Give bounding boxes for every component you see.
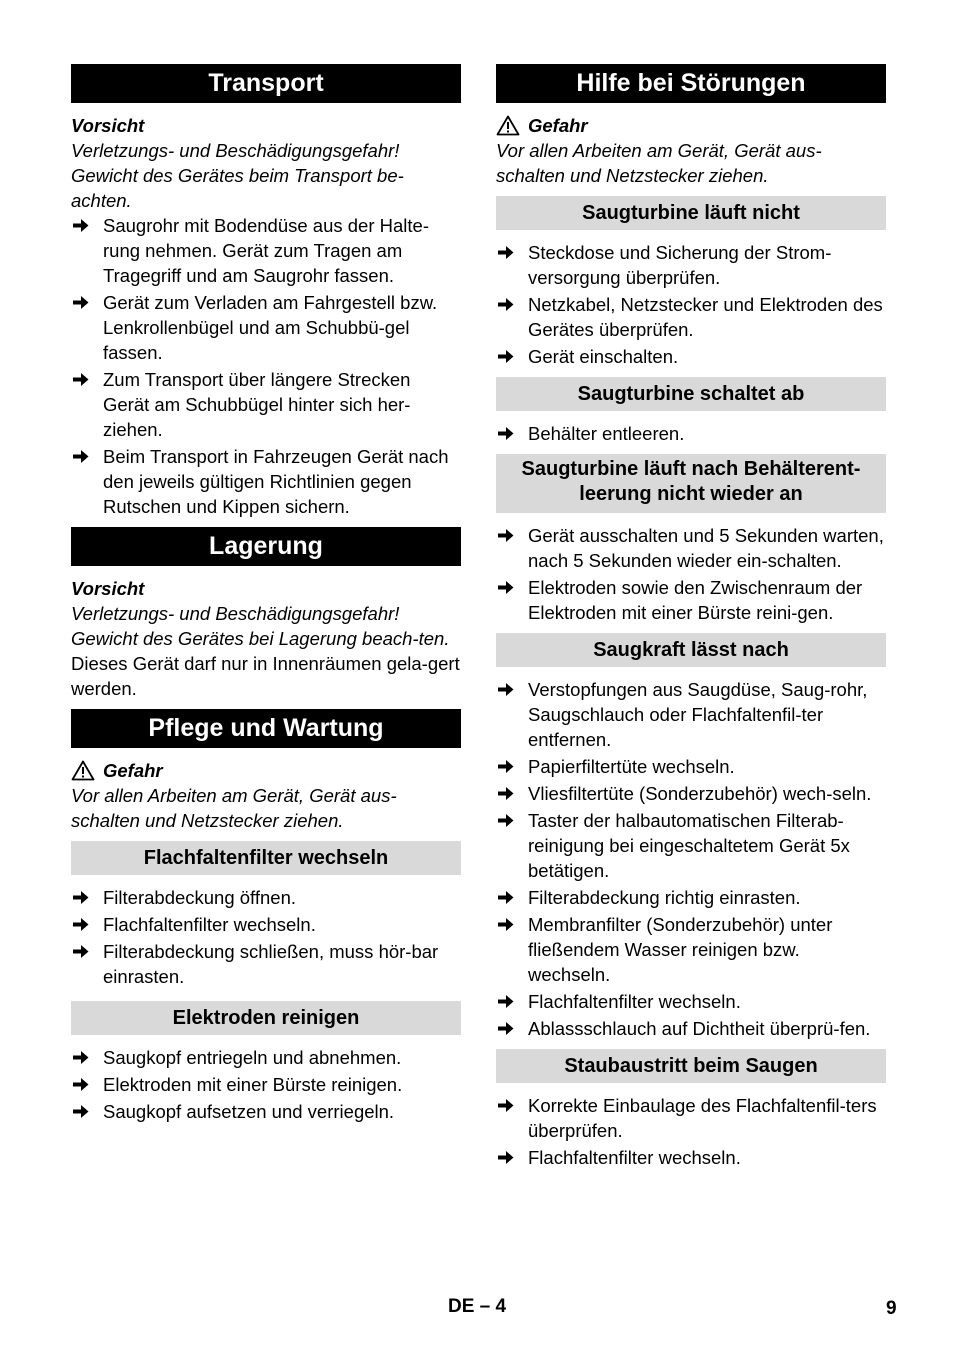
step-item — [71, 290, 461, 365]
arrow-right-icon — [498, 245, 514, 260]
step-text: Filterabdeckung öffnen. — [103, 887, 297, 908]
step-text: Gerät einschalten. — [528, 346, 679, 367]
step-text: Vliesfiltertüte (Sonderzubehör) wech-seln. — [528, 783, 872, 804]
s3-steps — [496, 523, 886, 625]
s4-steps — [496, 677, 886, 1041]
step-item — [71, 939, 461, 989]
s5-heading: Staubaustritt beim Saugen — [496, 1049, 886, 1083]
danger-label-text: Gefahr — [103, 760, 163, 781]
step-item — [496, 1093, 886, 1143]
step-item — [71, 912, 461, 937]
s2-heading: Saugturbine schaltet ab — [496, 377, 886, 411]
step-text: Papierfiltertüte wechseln. — [528, 756, 735, 777]
warning-triangle-icon — [496, 115, 520, 136]
arrow-right-icon — [498, 759, 514, 774]
step-item — [496, 1016, 886, 1041]
step-text: Filterabdeckung richtig einrasten. — [528, 887, 801, 908]
step-text: Membranfilter (Sonderzubehör) unter fließendem Wasser reinigen bzw. wechseln. — [528, 914, 833, 985]
s1-heading: Saugturbine läuft nicht — [496, 196, 886, 230]
step-item — [496, 344, 886, 369]
step-item — [71, 367, 461, 442]
filter-heading: Flachfaltenfilter wechseln — [71, 841, 461, 875]
troubleshooting-danger-label — [496, 113, 886, 138]
step-text: Elektroden mit einer Bürste reinigen. — [103, 1074, 403, 1095]
troubleshooting-heading: Hilfe bei Störungen — [496, 64, 886, 103]
arrow-right-icon — [498, 917, 514, 932]
lagerung-caution-text: Verletzungs- und Beschädigungsgefahr! Gewicht des Gerätes bei Lagerung beach-ten. — [71, 603, 450, 649]
step-text: Zum Transport über längere Strecken Gerät am Schubbügel hinter sich her-ziehen. — [103, 369, 411, 440]
troubleshooting-danger-text: Vor allen Arbeiten am Gerät, Gerät aus-schalten und Netzstecker ziehen. — [496, 140, 822, 186]
step-text: Saugrohr mit Bodendüse aus der Halte-rung nehmen. Gerät zum Tragen am Tragegriff und am Saugrohr fassen. — [103, 215, 429, 286]
step-item — [496, 781, 886, 806]
arrow-right-icon — [498, 297, 514, 312]
arrow-right-icon — [498, 682, 514, 697]
step-text: Korrekte Einbaulage des Flachfaltenfil-ters überprüfen. — [528, 1095, 877, 1141]
s4-heading: Saugkraft lässt nach — [496, 633, 886, 667]
arrow-right-icon — [498, 1021, 514, 1036]
step-text: Saugkopf aufsetzen und verriegeln. — [103, 1101, 395, 1122]
arrow-right-icon — [73, 890, 89, 905]
step-text: Gerät zum Verladen am Fahrgestell bzw. Lenkrollenbügel und am Schubbü-gel fassen. — [103, 292, 438, 363]
step-item — [496, 421, 886, 446]
arrow-right-icon — [498, 349, 514, 364]
step-item — [496, 292, 886, 342]
step-text: Flachfaltenfilter wechseln. — [103, 914, 316, 935]
arrow-right-icon — [498, 786, 514, 801]
arrow-right-icon — [73, 449, 89, 464]
step-text: Verstopfungen aus Saugdüse, Saug-rohr, Saugschlauch oder Flachfaltenfil-ter entfernen. — [528, 679, 868, 750]
arrow-right-icon — [73, 944, 89, 959]
step-text: Netzkabel, Netzstecker und Elektroden des Gerätes überprüfen. — [528, 294, 883, 340]
electrodes-heading: Elektroden reinigen — [71, 1001, 461, 1035]
transport-caution-text: Verletzungs- und Beschädigungsgefahr! Gewicht des Gerätes beim Transport be-achten. — [71, 140, 404, 211]
step-item — [496, 912, 886, 987]
caution-label-text: Vorsicht — [71, 115, 145, 136]
step-text: Gerät ausschalten und 5 Sekunden warten, nach 5 Sekunden wieder ein-schalten. — [528, 525, 884, 571]
step-item — [71, 1072, 461, 1097]
s3-heading: Saugturbine läuft nach Behälterent-leerung nicht wieder an — [496, 454, 886, 513]
arrow-right-icon — [73, 372, 89, 387]
pflege-danger-text: Vor allen Arbeiten am Gerät, Gerät aus-schalten und Netzstecker ziehen. — [71, 785, 397, 831]
danger-label-text: Gefahr — [528, 115, 588, 136]
warning-triangle-icon — [71, 760, 95, 781]
step-item — [496, 989, 886, 1014]
step-item — [71, 1099, 461, 1124]
arrow-right-icon — [73, 295, 89, 310]
step-item — [496, 1145, 886, 1170]
lagerung-text: Dieses Gerät darf nur in Innenräumen gela-gert werden. — [71, 653, 460, 699]
step-item — [496, 754, 886, 779]
footer-page-number: 9 — [886, 1298, 897, 1319]
transport-steps — [71, 213, 461, 519]
arrow-right-icon — [498, 994, 514, 1009]
step-text: Filterabdeckung schließen, muss hör-bar einrasten. — [103, 941, 439, 987]
lagerung-heading: Lagerung — [71, 527, 461, 566]
arrow-right-icon — [498, 1098, 514, 1113]
right-column — [496, 64, 886, 1176]
arrow-right-icon — [498, 528, 514, 543]
step-item — [71, 444, 461, 519]
step-item — [496, 808, 886, 883]
electrodes-steps — [71, 1045, 461, 1124]
filter-steps — [71, 885, 461, 989]
step-item — [496, 575, 886, 625]
footer-language-page: DE – 4 — [448, 1296, 507, 1317]
step-text: Taster der halbautomatischen Filterab-reinigung bei eingeschaltetem Gerät 5x betätigen. — [528, 810, 850, 881]
pflege-danger-label — [71, 758, 461, 783]
step-text: Elektroden sowie den Zwischenraum der Elektroden mit einer Bürste reini-gen. — [528, 577, 863, 623]
transport-heading: Transport — [71, 64, 461, 103]
arrow-right-icon — [498, 813, 514, 828]
transport-caution-label — [71, 113, 461, 138]
step-item — [496, 885, 886, 910]
step-text: Saugkopf entriegeln und abnehmen. — [103, 1047, 402, 1068]
lagerung-caution-label — [71, 576, 461, 601]
s1-steps — [496, 240, 886, 369]
s5-steps — [496, 1093, 886, 1170]
step-item — [496, 240, 886, 290]
left-column — [71, 64, 461, 1130]
arrow-right-icon — [73, 917, 89, 932]
step-text: Behälter entleeren. — [528, 423, 685, 444]
step-item — [71, 1045, 461, 1070]
arrow-right-icon — [73, 1104, 89, 1119]
step-item — [71, 213, 461, 288]
s2-steps — [496, 421, 886, 446]
step-text: Steckdose und Sicherung der Strom-versorgung überprüfen. — [528, 242, 832, 288]
arrow-right-icon — [73, 1050, 89, 1065]
pflege-heading: Pflege und Wartung — [71, 709, 461, 748]
step-text: Flachfaltenfilter wechseln. — [528, 1147, 741, 1168]
step-text: Flachfaltenfilter wechseln. — [528, 991, 741, 1012]
step-item — [496, 677, 886, 752]
step-text: Ablassschlauch auf Dichtheit überprü-fen. — [528, 1018, 871, 1039]
step-text: Beim Transport in Fahrzeugen Gerät nach den jeweils gültigen Richtlinien gegen Rutschen und Kippen sichern. — [103, 446, 449, 517]
arrow-right-icon — [498, 1150, 514, 1165]
step-item — [71, 885, 461, 910]
step-item — [496, 523, 886, 573]
arrow-right-icon — [73, 218, 89, 233]
arrow-right-icon — [498, 426, 514, 441]
arrow-right-icon — [498, 890, 514, 905]
arrow-right-icon — [73, 1077, 89, 1092]
arrow-right-icon — [498, 580, 514, 595]
caution-label-text: Vorsicht — [71, 578, 145, 599]
